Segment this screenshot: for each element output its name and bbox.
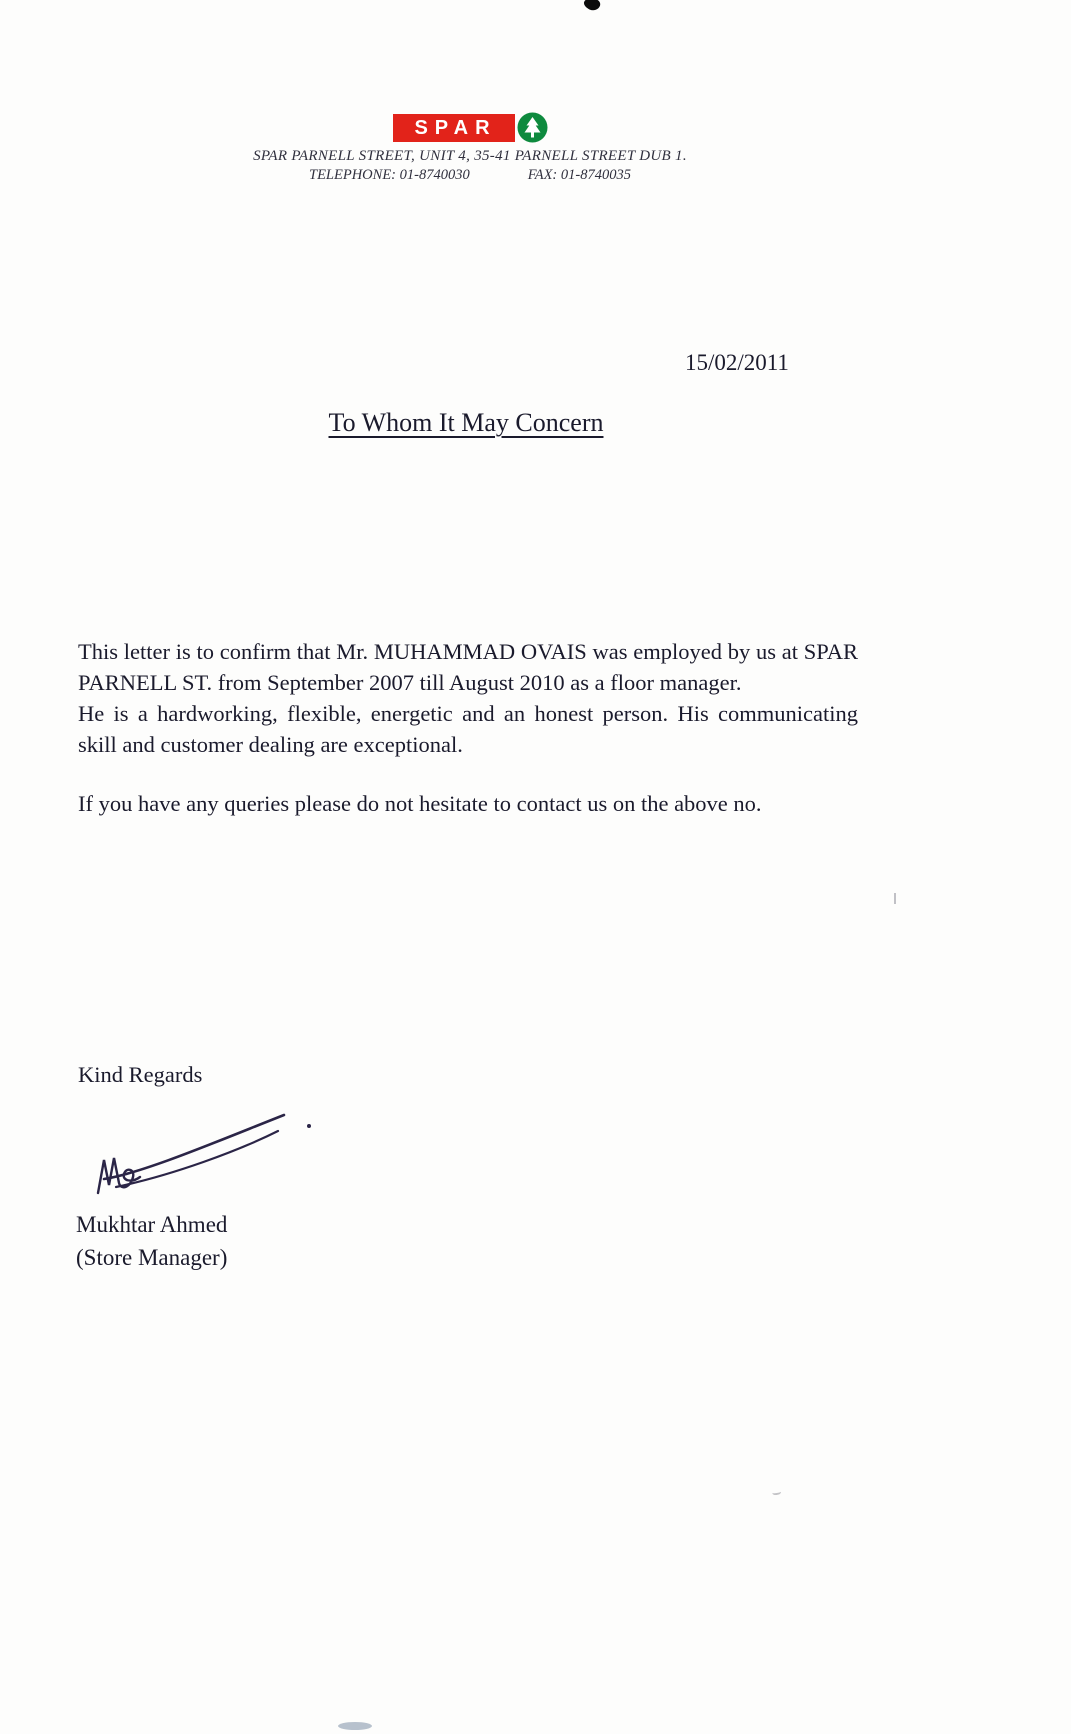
letterhead-telephone: TELEPHONE: 01-8740030 (309, 167, 470, 183)
scan-artifact-top-mark (582, 0, 602, 13)
signatory-name: Mukhtar Ahmed (76, 1212, 228, 1237)
scan-artifact-right-tick (894, 893, 896, 904)
handwritten-signature (88, 1103, 323, 1198)
letter-closing: Kind Regards (78, 1062, 203, 1087)
letter-body (78, 636, 858, 819)
signatory-block (76, 1208, 227, 1274)
spar-logo (0, 112, 940, 143)
letterhead (0, 112, 940, 184)
spar-logo-wordmark: SPAR (393, 114, 515, 142)
spar-tree-icon (517, 112, 548, 143)
scan-artifact-small-mark (772, 1487, 782, 1495)
body-sentence-character: He is a hardworking, flexible, energetic and an honest person. His communicating skill and customer dealing are exceptional. (78, 701, 858, 757)
letter-date: 15/02/2011 (685, 350, 789, 375)
letterhead-fax: FAX: 01-8740035 (527, 167, 631, 183)
letterhead-contact-line (0, 167, 940, 184)
scan-artifact-bottom-smudge (338, 1722, 372, 1730)
letter-title-text: To Whom It May Concern (328, 408, 604, 437)
letter-title (0, 408, 932, 438)
letterhead-address: SPAR PARNELL STREET, UNIT 4, 35-41 PARNELL STREET DUB 1. (253, 148, 687, 164)
body-paragraph-queries: If you have any queries please do not hesitate to contact us on the above no. (78, 791, 762, 816)
body-sentence-employment: This letter is to confirm that Mr. MUHAMMAD OVAIS was employed by us at SPAR PARNELL ST. from September 2007 till August 2010 as a floor manager. (78, 639, 858, 695)
signatory-role: (Store Manager) (76, 1245, 228, 1270)
